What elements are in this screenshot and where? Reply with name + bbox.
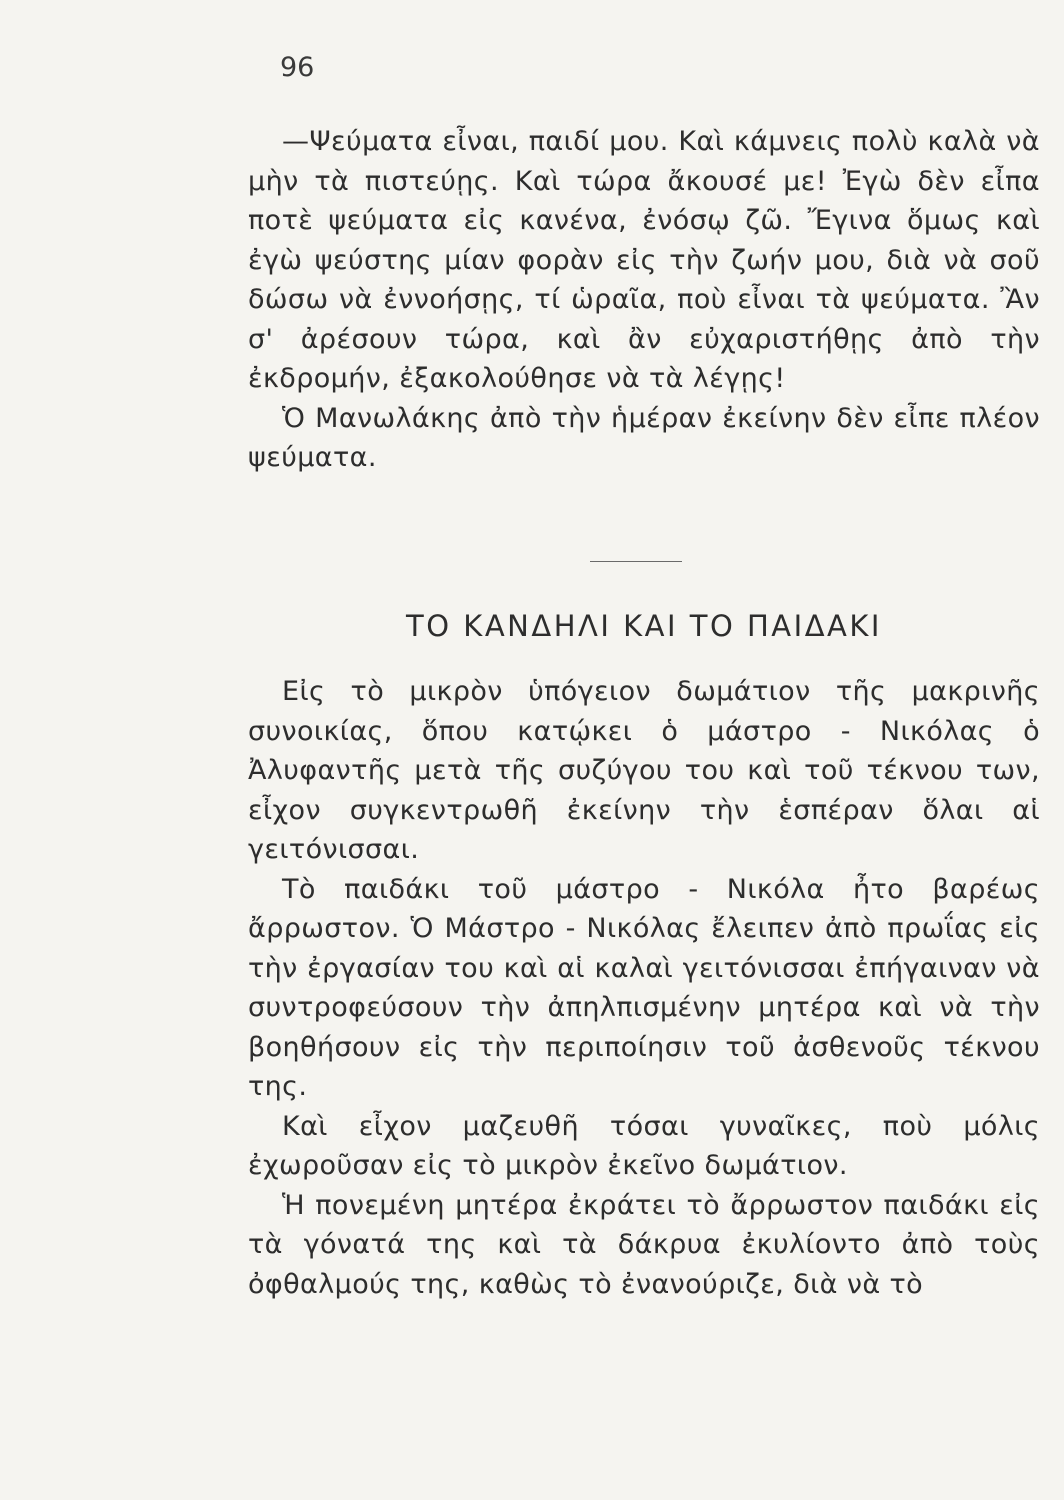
page-number: 96: [280, 52, 315, 83]
story-text: [248, 672, 1040, 1304]
previous-story-text: [248, 122, 1040, 478]
section-divider: [590, 561, 682, 562]
paragraph: Ὁ Μανωλάκης ἀπὸ τὴν ἡμέραν ἐκείνην δὲν εἶπε πλέον ψεύματα.: [248, 402, 1040, 473]
paragraph: Καὶ εἶχον μαζευθῆ τόσαι γυναῖκες, ποὺ μόλις ἐχωροῦσαν εἰς τὸ μικρὸν ἐκεῖνο δωμάτιον.: [248, 1110, 1040, 1181]
paragraph: Εἰς τὸ μικρὸν ὑπόγειον δωμάτιον τῆς μακρινῆς συνοικίας, ὅπου κατῴκει ὁ μάστρο - Νικόλας ὁ Ἀλυφαντῆς μετὰ τῆς συζύγου του καὶ τοῦ τέκνου των, εἶχον συγκεντρωθῆ ἐκείνην τὴν ἑσπέραν ὅλαι αἱ γειτόνισσαι.: [248, 676, 1040, 865]
paragraph: Τὸ παιδάκι τοῦ μάστρο - Νικόλα ἦτο βαρέως ἄρρωστον. Ὁ Μάστρο - Νικόλας ἔλειπεν ἀπὸ πρωΐας εἰς τὴν ἐργασίαν του καὶ αἱ καλαὶ γειτόνισσαι ἐπήγαιναν νὰ συντροφεύσουν τὴν ἀπηλπισμένην μητέρα καὶ νὰ τὴν βοηθήσουν εἰς τὴν περιποίησιν τοῦ ἀσθενοῦς τέκνου της.: [248, 873, 1040, 1102]
paragraph: Ἡ πονεμένη μητέρα ἐκράτει τὸ ἄρρωστον παιδάκι εἰς τὰ γόνατά της καὶ τὰ δάκρυα ἐκυλίοντο ἀπὸ τοὺς ὀφθαλμούς της, καθὼς τὸ ἐνανούριζε, διὰ νὰ τὸ: [248, 1189, 1040, 1300]
story-title: ΤΟ ΚΑΝΔΗΛΙ ΚΑΙ ΤΟ ΠΑΙΔΑΚΙ: [406, 609, 882, 643]
paragraph: —Ψεύματα εἶναι, παιδί μου. Καὶ κάμνεις πολὺ καλὰ νὰ μὴν τὰ πιστεύῃς. Καὶ τώρα ἄκουσέ με! Ἐγὼ δὲν εἶπα ποτὲ ψεύματα εἰς κανένα, ἐνόσῳ ζῶ. Ἔγινα ὅμως καὶ ἐγὼ ψεύστης μίαν φορὰν εἰς τὴν ζωήν μου, διὰ νὰ σοῦ δώσω νὰ ἐννοήσῃς, τί ὡραῖα, ποὺ εἶναι τὰ ψεύματα. Ἂν σ' ἀρέσουν τώρα, καὶ ἂν εὐχαριστήθῃς ἀπὸ τὴν ἐκδρομήν, ἐξακολούθησε νὰ τὰ λέγῃς!: [248, 126, 1040, 394]
